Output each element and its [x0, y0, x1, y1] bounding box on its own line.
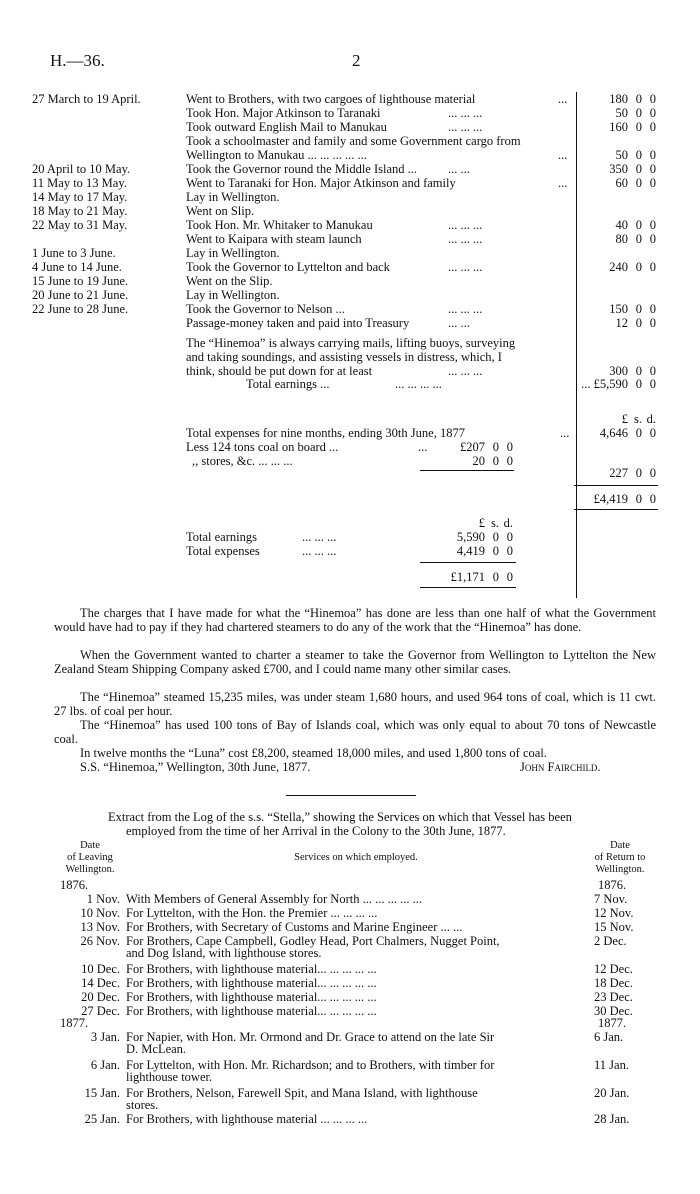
- paragraph-4: The “Hinemoa” has used 100 tons of Bay of Islands coal, which was only equal to about 70 tons of Newcastle coal.: [54, 718, 656, 746]
- earnings-dots: ... ... ...: [448, 260, 483, 274]
- earnings-description: Went on Slip.: [186, 204, 255, 218]
- year-left-1877: 1877.: [60, 1016, 89, 1030]
- signature-name: John Fairchild.: [520, 760, 601, 774]
- balance-expenses-shillings: 0: [492, 544, 499, 558]
- section-divider: [286, 795, 416, 796]
- earnings-shillings: 0: [635, 176, 642, 190]
- log-date-left: 27 Dec.: [81, 1004, 120, 1018]
- earnings-dots: ... ...: [448, 162, 470, 176]
- balance-rule-top: [420, 562, 516, 563]
- earnings-pounds: 12: [615, 316, 628, 330]
- earnings-shillings: 0: [635, 364, 642, 378]
- log-date-left: 26 Nov.: [80, 934, 120, 948]
- earnings-description: Took outward English Mail to Manukau: [186, 120, 387, 134]
- log-service: For Brothers, with lighthouse material... ... ... ... ...: [126, 962, 377, 976]
- earnings-pounds: 60: [615, 176, 628, 190]
- log-date-left: 25 Jan.: [84, 1112, 120, 1126]
- net-expenses-pounds: £4,419: [593, 492, 628, 506]
- earnings-pounds: 180: [609, 92, 628, 106]
- total-expenses-label: Total expenses for nine months, ending 30th June, 1877: [186, 426, 465, 440]
- earnings-dots: ... ... ...: [448, 232, 483, 246]
- year-right-1877: 1877.: [598, 1016, 627, 1030]
- earnings-description: Passage-money taken and paid into Treasury: [186, 316, 410, 330]
- total-earnings-shillings: 0: [635, 377, 642, 391]
- earnings-dates: 11 May to 13 May.: [32, 176, 127, 190]
- earnings-shillings: 0: [635, 218, 642, 232]
- less-coal-pounds: £207: [460, 440, 485, 454]
- earnings-description: Took a schoolmaster and family and some Government cargo from: [186, 134, 521, 148]
- document-reference: H.—36.: [50, 51, 105, 70]
- earnings-dates: 22 June to 28 June.: [32, 302, 129, 316]
- balance-expenses-label: Total expenses: [186, 544, 260, 558]
- log-date-left: 20 Dec.: [81, 990, 120, 1004]
- total-earnings-dots: ... ... ... ...: [395, 377, 442, 391]
- earnings-shillings: 0: [635, 302, 642, 316]
- less-stores-shillings: 0: [492, 454, 499, 468]
- balance-earnings-dots: ... ... ...: [302, 530, 337, 544]
- earnings-shillings: 0: [635, 260, 642, 274]
- deductions-pounds: 227: [609, 466, 628, 480]
- earnings-pence: 0: [649, 316, 656, 330]
- earnings-pounds: 160: [609, 120, 628, 134]
- document-page: H.—36. 2 27 March to 19 April. Went to Brothers, with two cargoes of lighthouse material ... 180 0 0 Took Hon. Major Atkinson to Taranaki ... ... ... 50 0 0 Took outward English Mail to Manukau ... ... ... 160 0 0 Took a schoolmaster and family and some Government cargo from Wellington to Manukau ... ... ... ... ... ... 50 0 0 20 April to 10 May. Took the Governor round the Middle Island ... ... ... 350 0 0 11 May to 13 May. Went to Taranaki for Hon. Major Atkinson and family ... 60 0 0 14 May to 17 May. Lay in Wellington. 18 May to 21 May. Went on Slip. 22 May to 31 May. Took Hon. Mr. Whitaker to Manukau ... ... ... 40 0 0 Went to Kaipara with steam launch ... ... ... 80 0 0 1 June to 3 June. Lay in Wellington. 4 June to 14 June. Took the Governor to Lyttelton and back ... ... ... 240 0 0 15 June to 19 June. Went on the Slip. 20 June to 21 June. Lay in Wellington. 22 June to 28 June. Took the Governor to Nelson ... ... ... ... 150 0 0 Passage-money taken and paid into Treasury ... ... 12 0 0 The “Hinemoa” is always carrying mails, lifting buoys, surveying and taking soundings, and assisting vessels in distress, which, I think, should be put down for at least ... ... ... 300 0 0 Total earnings ... ... ... ... ... ... £5,590 0 0 £ s. d. Total expenses for nine months, ending 30th June, 1877 ... 4,646 0 0 Less 124 tons coal on board ... ... £207 0 0 ,, stores, &c. ... ... ... 20 0 0 227 0 0 £4,419 0 0 £ s. d. Total earnings ... ... ... 5,590 0 0 Total expenses ... ... ... 4,419 0 0 £1,171 0 0 The charges that I have made for what the “Hinemoa” has done are less than one half of what the Government would have had to pay if they had chartered steamers to do any of the work that the “Hinemoa” has done. When the Government wanted to charter a steamer to take the Governor from Wellington to Lyttelton the New Zealand Steam Shipping Company asked £700, and I could name many other similar cases. The “Hinemoa” steamed 15,235 miles, was under steam 1,680 hours, and used 964 tons of coal, which is 11 cwt. 27 lbs. of coal per hour. The “Hinemoa” has used 100 tons of Bay of Islands coal, which was only equal to about 70 tons of Newcastle coal. In twelve months the “Luna” cost £8,200, steamed 18,000 miles, and used 1,800 tons of coal. S.S. “Hinemoa,” Wellington, 30th June, 1877. John Fairchild. Extract from the Log of the s.s. “Stella,” showing the Services on which that Vessel has been employed from the time of her Arrival in the Colony to the 30th June, 1877. Date of Leaving Wellington. Services on which employed. Date of Return to Wellington. 1876. 1876. 1 Nov. With Members of General Assembly for North ... ... ... ... ... 7 Nov. 10 Nov. For Lyttelton, with the Hon. the Premier ... ... ... ... 12 Nov. 13 Nov. For Brothers, with Secretary of Customs and Marine Engineer ... ... 15 Nov. 26 Nov. For Brothers, Cape Campbell, Godley Head, Port Chalmers, Nugget Point, 2 Dec. and Dog Island, with lighthouse stores. 10 Dec. For Brothers, with lighthouse material... ... ... ... ... 12 Dec. 14 Dec. For Brothers, with lighthouse material... ... ... ... ... 18 Dec. 20 Dec. For Brothers, with lighthouse material... ... ... ... ... 23 Dec. 27 Dec. For Brothers, with lighthouse material... ... ... ... ... 30 Dec. 3 Jan. For Napier, with Hon. Mr. Ormond and Dr. Grace to attend on the late Sir 6 Jan. D. McLean. 6 Jan. For Lyttelton, with Hon. Mr. Richardson; and to Brothers, with timber for 11 Jan. lighthouse tower. 15 Jan. For Brothers, Nelson, Farewell Spit, and Mana Island, with lighthouse 20 Jan. stores. 25 Jan. For Brothers, with lighthouse material ... ... ... ... 28 Jan. 1877. 1877.: [0, 0, 700, 1194]
- year-left-1876: 1876.: [60, 878, 89, 892]
- earnings-description: Wellington to Manukau ... ... ... ... ...: [186, 148, 367, 162]
- log-service: For Lyttelton, with the Hon. the Premier ... ... ... ...: [126, 906, 378, 920]
- log-service: For Brothers, with Secretary of Customs and Marine Engineer ... ...: [126, 920, 463, 934]
- earnings-shillings: 0: [635, 162, 642, 176]
- total-expenses-shillings: 0: [635, 426, 642, 440]
- paragraph-1: The charges that I have made for what the “Hinemoa” has done are less than one half of what the Government would have had to pay if they had chartered steamers to do any of the work that the “Hinemoa” has done.: [54, 606, 656, 634]
- log-service: lighthouse tower.: [126, 1070, 213, 1084]
- earnings-dates: 14 May to 17 May.: [32, 190, 128, 204]
- earnings-description: Lay in Wellington.: [186, 190, 280, 204]
- log-date-left: 1 Nov.: [86, 892, 120, 906]
- earnings-dots: ... ... ...: [448, 364, 483, 378]
- earnings-pence: 0: [649, 260, 656, 274]
- log-date-return: 2 Dec.: [594, 934, 627, 948]
- log-service: For Brothers, with lighthouse material ... ... ... ...: [126, 1112, 368, 1126]
- earnings-description: Took the Governor to Nelson ...: [186, 302, 345, 316]
- col-head-pence: d.: [646, 412, 656, 426]
- log-service: For Napier, with Hon. Mr. Ormond and Dr. Grace to attend on the late Sir: [126, 1030, 495, 1044]
- subtotal-rule: [420, 470, 514, 471]
- log-date-return: 20 Jan.: [594, 1086, 630, 1100]
- total-earnings-pence: 0: [649, 377, 656, 391]
- col-head-services: Services on which employed.: [294, 852, 418, 863]
- year-right-1876: 1876.: [598, 878, 627, 892]
- log-service: stores.: [126, 1098, 159, 1112]
- balance-rule-bottom: [420, 587, 516, 588]
- earnings-dots: ... ... ...: [448, 106, 483, 120]
- log-date-left: 14 Dec.: [81, 976, 120, 990]
- log-date-return: 7 Nov.: [594, 892, 628, 906]
- signature-place: S.S. “Hinemoa,” Wellington, 30th June, 1877.: [80, 760, 311, 774]
- earnings-shillings: 0: [635, 316, 642, 330]
- earnings-pence: 0: [649, 176, 656, 190]
- amount-column-rule: [576, 92, 577, 598]
- log-date-return: 18 Dec.: [594, 976, 633, 990]
- earnings-dots: ... ... ...: [448, 302, 483, 316]
- earnings-description: Went to Taranaki for Hon. Major Atkinson and family: [186, 176, 456, 190]
- balance-net-pounds: £1,171: [450, 570, 485, 584]
- earnings-dates: 1 June to 3 June.: [32, 246, 116, 260]
- deductions-shillings: 0: [635, 466, 642, 480]
- less-stores-pence: 0: [506, 454, 513, 468]
- log-date-left: 3 Jan.: [90, 1030, 120, 1044]
- less-coal-label: Less 124 tons coal on board ...: [186, 440, 339, 454]
- earnings-pounds: 150: [609, 302, 628, 316]
- log-date-return: 6 Jan.: [594, 1030, 624, 1044]
- balance-earnings-pence: 0: [506, 530, 513, 544]
- deductions-pence: 0: [649, 466, 656, 480]
- earnings-pence: 0: [649, 106, 656, 120]
- log-service: With Members of General Assembly for North ... ... ... ... ...: [126, 892, 422, 906]
- balance-earnings-pounds: 5,590: [456, 530, 485, 544]
- log-date-left: 6 Jan.: [90, 1058, 120, 1072]
- balance-earnings-shillings: 0: [492, 530, 499, 544]
- log-date-return: 15 Nov.: [594, 920, 634, 934]
- earnings-shillings: 0: [635, 106, 642, 120]
- earnings-dates: 18 May to 21 May.: [32, 204, 128, 218]
- less-coal-pence: 0: [506, 440, 513, 454]
- earnings-pounds: 50: [615, 148, 628, 162]
- col-head-return: Date of Return to Wellington.: [594, 840, 646, 875]
- earnings-description: Took the Governor to Lyttelton and back: [186, 260, 390, 274]
- earnings-shillings: 0: [635, 120, 642, 134]
- earnings-pence: 0: [649, 92, 656, 106]
- col-head-leaving: Date of Leaving Wellington.: [65, 840, 115, 875]
- log-service: D. McLean.: [126, 1042, 187, 1056]
- total-earnings-label: Total earnings ...: [246, 377, 330, 391]
- earnings-dates: 22 May to 31 May.: [32, 218, 128, 232]
- log-service: and Dog Island, with lighthouse stores.: [126, 946, 322, 960]
- earnings-pounds: 40: [615, 218, 628, 232]
- earnings-pence: 0: [649, 162, 656, 176]
- earnings-pounds: 80: [615, 232, 628, 246]
- col-head-shillings: s.: [634, 412, 642, 426]
- earnings-description: Lay in Wellington.: [186, 246, 280, 260]
- balance-expenses-dots: ... ... ...: [302, 544, 337, 558]
- earnings-dots: ...: [558, 148, 568, 162]
- earnings-description: Took the Governor round the Middle Island ...: [186, 162, 418, 176]
- net-expenses-rule-bottom: [574, 509, 658, 510]
- paragraph-5: In twelve months the “Luna” cost £8,200, steamed 18,000 miles, and used 1,800 tons of coal.: [80, 746, 547, 760]
- log-date-left: 10 Nov.: [80, 906, 120, 920]
- log-date-return: 28 Jan.: [594, 1112, 630, 1126]
- balance-expenses-pence: 0: [506, 544, 513, 558]
- earnings-dots: ... ... ...: [448, 218, 483, 232]
- earnings-pounds: 300: [609, 364, 628, 378]
- earnings-dates: 20 June to 21 June.: [32, 288, 129, 302]
- earnings-description: Went to Brothers, with two cargoes of lighthouse material: [186, 92, 476, 106]
- earnings-pence: 0: [649, 148, 656, 162]
- log-service: For Brothers, Cape Campbell, Godley Head, Port Chalmers, Nugget Point,: [126, 934, 500, 948]
- total-expenses-pounds: 4,646: [599, 426, 628, 440]
- log-date-left: 15 Jan.: [84, 1086, 120, 1100]
- less-coal-dots: ...: [418, 440, 428, 454]
- col-head-pounds: £: [621, 412, 628, 426]
- log-service: For Brothers, with lighthouse material... ... ... ... ...: [126, 976, 377, 990]
- total-expenses-pence: 0: [649, 426, 656, 440]
- earnings-pence: 0: [649, 120, 656, 134]
- log-service: For Lyttelton, with Hon. Mr. Richardson; and to Brothers, with timber for: [126, 1058, 495, 1072]
- earnings-shillings: 0: [635, 232, 642, 246]
- earnings-pounds: 50: [615, 106, 628, 120]
- earnings-pounds: 350: [609, 162, 628, 176]
- earnings-dots: ... ...: [448, 316, 470, 330]
- log-date-return: 12 Nov.: [594, 906, 634, 920]
- earnings-dates: 27 March to 19 April.: [32, 92, 141, 106]
- less-stores-pounds: 20: [472, 454, 485, 468]
- log-date-return: 12 Dec.: [594, 962, 633, 976]
- paragraph-2: When the Government wanted to charter a steamer to take the Governor from Wellington to Lyttelton the New Zealand Steam Shipping Company asked £700, and I could name many other similar cases.: [54, 648, 656, 676]
- paragraph-3: The “Hinemoa” steamed 15,235 miles, was under steam 1,680 hours, and used 964 tons of coal, which is 11 cwt. 27 lbs. of coal per hour.: [54, 690, 656, 718]
- page-number: 2: [352, 51, 361, 70]
- balance-head-shillings: s.: [491, 516, 499, 530]
- balance-head-pounds: £: [478, 516, 485, 530]
- earnings-description: Went to Kaipara with steam launch: [186, 232, 362, 246]
- balance-earnings-label: Total earnings: [186, 530, 257, 544]
- earnings-description: The “Hinemoa” is always carrying mails, lifting buoys, surveying: [186, 336, 516, 350]
- earnings-dots: ...: [558, 92, 568, 106]
- less-coal-shillings: 0: [492, 440, 499, 454]
- earnings-pence: 0: [649, 232, 656, 246]
- earnings-pounds: 240: [609, 260, 628, 274]
- earnings-description: Took Hon. Major Atkinson to Taranaki: [186, 106, 381, 120]
- balance-net-pence: 0: [506, 570, 513, 584]
- earnings-description: and taking soundings, and assisting vessels in distress, which, I: [186, 350, 502, 364]
- net-expenses-pence: 0: [649, 492, 656, 506]
- earnings-dates: 20 April to 10 May.: [32, 162, 131, 176]
- log-service: For Brothers, with lighthouse material... ... ... ... ...: [126, 990, 377, 1004]
- earnings-dates: 4 June to 14 June.: [32, 260, 122, 274]
- log-date-left: 13 Nov.: [80, 920, 120, 934]
- total-expenses-dots: ...: [560, 426, 570, 440]
- earnings-dots: ... ... ...: [448, 120, 483, 134]
- less-stores-label: ,, stores, &c. ... ... ...: [192, 454, 293, 468]
- log-date-return: 23 Dec.: [594, 990, 633, 1004]
- earnings-dates: 15 June to 19 June.: [32, 274, 129, 288]
- balance-head-pence: d.: [503, 516, 513, 530]
- net-expenses-rule-top: [574, 485, 658, 486]
- earnings-pence: 0: [649, 364, 656, 378]
- earnings-dots: ...: [558, 176, 568, 190]
- total-earnings-pounds: ... £5,590: [581, 377, 628, 391]
- log-date-return: 11 Jan.: [594, 1058, 629, 1072]
- earnings-shillings: 0: [635, 92, 642, 106]
- balance-net-shillings: 0: [492, 570, 499, 584]
- log-service: For Brothers, with lighthouse material... ... ... ... ...: [126, 1004, 377, 1018]
- earnings-pence: 0: [649, 218, 656, 232]
- log-date-return: 30 Dec.: [594, 1004, 633, 1018]
- earnings-description: Lay in Wellington.: [186, 288, 280, 302]
- log-date-left: 10 Dec.: [81, 962, 120, 976]
- earnings-shillings: 0: [635, 148, 642, 162]
- earnings-description: Went on the Slip.: [186, 274, 273, 288]
- balance-expenses-pounds: 4,419: [456, 544, 485, 558]
- earnings-description: Took Hon. Mr. Whitaker to Manukau: [186, 218, 373, 232]
- log-service: For Brothers, Nelson, Farewell Spit, and Mana Island, with lighthouse: [126, 1086, 478, 1100]
- net-expenses-shillings: 0: [635, 492, 642, 506]
- earnings-description: think, should be put down for at least: [186, 364, 373, 378]
- earnings-pence: 0: [649, 302, 656, 316]
